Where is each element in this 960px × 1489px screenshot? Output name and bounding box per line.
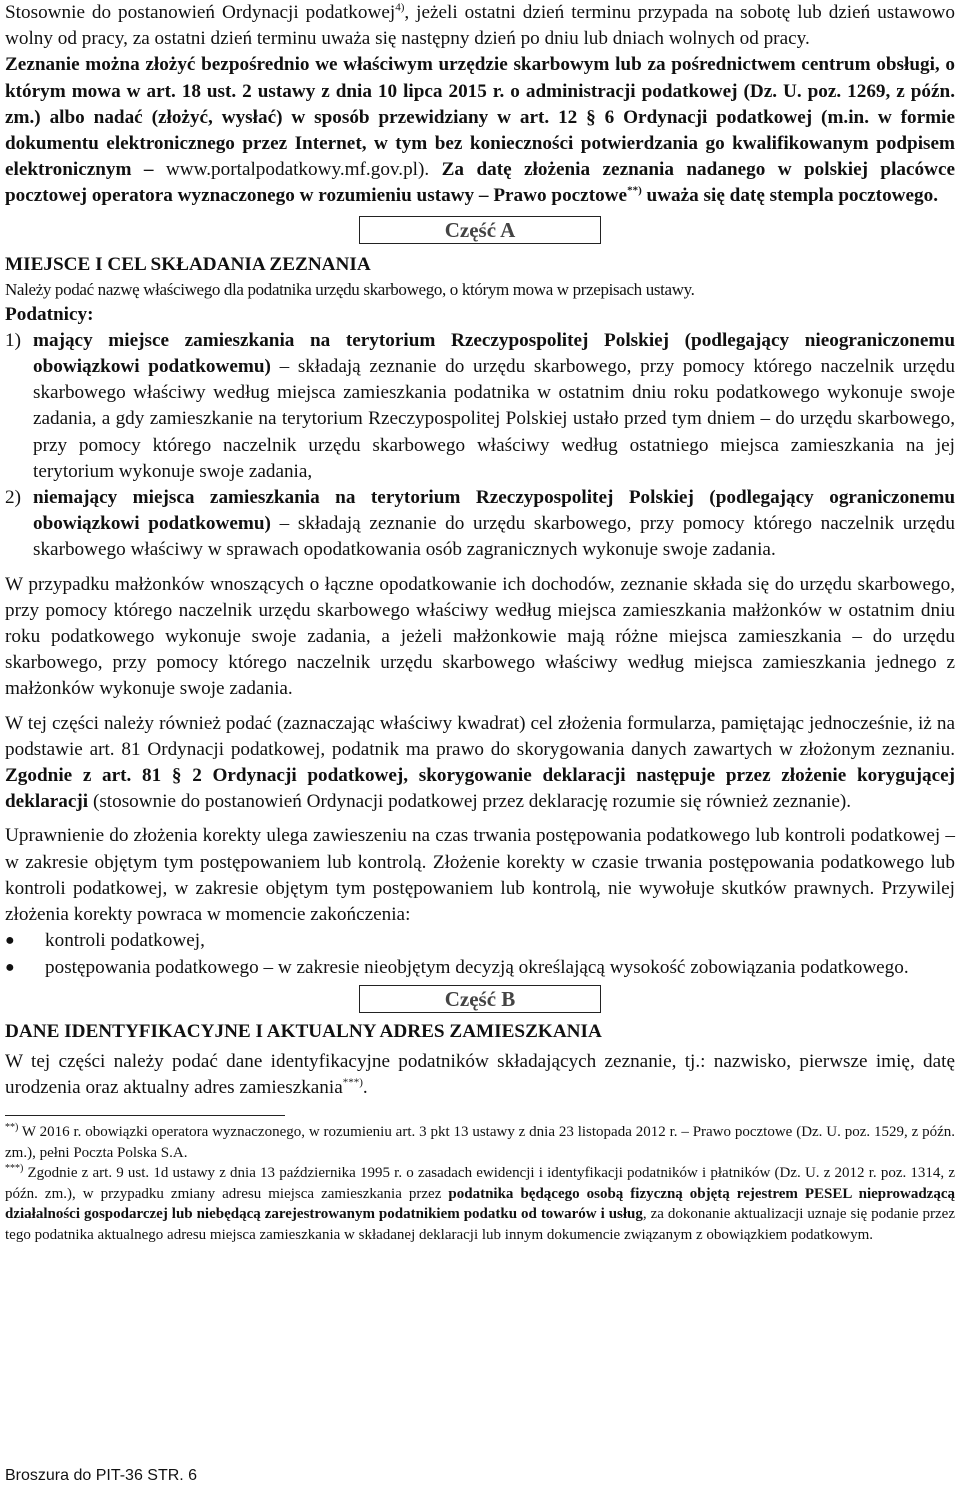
part-a-note: Należy podać nazwę właściwego dla podatnika urzędu skarbowego, o którym mowa w przepisach ustawy. [5,279,695,299]
portal-link-text: www.portalpodatkowy.mf.gov.pl). [153,159,430,181]
page-footer: Broszura do PIT-36 STR. 6 [5,1467,198,1484]
part-a-heading: MIEJSCE I CEL SKŁADANIA ZEZNANIA [5,253,371,275]
document-page [5,0,955,1245]
footnote-divider [5,1115,285,1116]
footnote-address-update: ***) Zgodnie z art. 9 ust. 1d ustawy z dnia 13 października 1995 r. o zasadach ewidencji i identyfikacji podatników i płatników (Dz. U. z 2012 r. poz. 1314, z późn. zm.), w przypadku zmiany adresu miejsca zamieszkania przez podatnika będącego osobą fizyczną objętą rejestrem PESEL nieprowadzącą działalności gospodarczej lub niebędącą zarejestrowanym podatnikiem podatku od towarów i usług, za dokonanie aktualizacji uznaje się podanie przez tego podatnika aktualnego adresu miejsca zamieszkania w składanej deklaracji lub innym dokumencie związanym z obowiązkiem podatkowym. [5,1163,955,1243]
list-item-residents: 1) mający miejsce zamieszkania na terytorium Rzeczypospolitej Polskiej (podlegający nieograniczonemu obowiązkowi podatkowemu) – składają zeznanie do urzędu skarbowego, przy pomocy którego naczelnik urzędu skarbowego właściwy według miejsca zamieszkania podatnika w ostatnim dniu roku podatkowego wykonuje swoje zadania, a gdy zamieszkanie na terytorium Rzeczypospolitej Polskiej ustało przed tym dniem – do urzędu skarbowego, przy pomocy którego naczelnik urzędu skarbowego właściwy według ostatniego miejsca zamieszkania na jej terytorium wykonuje swoje zadania, [5,328,955,485]
intro-paragraph-submission: Zeznanie można złożyć bezpośrednio we właściwym urzędzie skarbowym lub za pośrednictwem centrum obsługi, o którym mowa w art. 18 ust. 2 ustawy z dnia 10 lipca 2015 r. o administracji podatkowej (Dz. U. poz. 1269, z późn. zm.) albo nadać (złożyć, wysłać) w sposób przewidziany w art. 12 § 6 Ordynacji podatkowej (m.in. w formie dokumentu elektronicznego przez Internet, w tym bez konieczności potwierdzania go kwalifikowanym podpisem elektronicznym – www.portalpodatkowy.mf.gov.pl). Za datę złożenia zeznania nadanego w polskiej placówce pocztowej operatora wyznaczonego w rozumieniu ustawy – Prawo pocztowe**) uważa się datę stempla pocztowego. [5,54,955,207]
purpose-paragraph: W tej części należy również podać (zaznaczając właściwy kwadrat) cel złożenia formularza, pamiętając jednocześnie, iż na podstawie art. 81 Ordynacji podatkowej, podatnik ma prawo do skorygowania danych zawartych w złożonym zeznaniu. Zgodnie z art. 81 § 2 Ordynacji podatkowej, skorygowanie deklaracji następuje przez złożenie korygującej deklaracji (stosownie do postanowień Ordynacji podatkowej przez deklarację rozumie się również zeznanie). [5,712,955,813]
part-b-paragraph: W tej części należy podać dane identyfikacyjne podatników składających zeznanie, tj.: nazwisko, pierwsze imię, datę urodzenia oraz aktualny adres zamieszkania***). [5,1050,955,1098]
intro-paragraph-deadline: Stosownie do postanowień Ordynacji podatkowej$^{4)}$, jeżeli ostatni dzień terminu przypada na sobotę lub dzień ustawowo wolny od pracy, za ostatni dzień terminu uważa się następny dzień po dniu lub dniach wolnych od pracy. [5,1,955,50]
spouses-paragraph: W przypadku małżonków wnoszących o łączne opodatkowanie ich dochodów, zeznanie składa się do urzędu skarbowego, przy pomocy którego naczelnik urzędu skarbowego właściwy według miejsca zamieszkania małżonków w ostatnim dniu roku podatkowego wykonuje swoje zadania, a jeżeli małżonkowie mają różne miejsca zamieszkania – do urzędu skarbowego, przy pomocy którego naczelnik urzędu skarbowego właściwy według miejsca zamieszkania jednego z małżonków wykonuje swoje zadania. [5,573,955,700]
footnote-ref-3star: ***) [342,1076,363,1089]
taxpayers-label: Podatnicy: [5,303,94,325]
bullet-icon: ● [5,958,15,976]
footnote-postal-operator: **) W 2016 r. obowiązki operatora wyznaczonego, w rozumieniu art. 3 pkt 13 ustawy z dnia 23 listopada 2012 r. – Prawo pocztowe (Dz. U. poz. 1529, z późn. zm.), pełni Poczta Polska S.A. [5,1122,955,1161]
part-a-box: Część A [359,216,601,244]
suspension-paragraph: Uprawnienie do złożenia korekty ulega zawieszeniu na czas trwania postępowania podatkowego lub kontroli podatkowej – w zakresie objętym tym postępowaniem lub kontrolą. Złożenie korekty w czasie trwania postępowania podatkowego lub kontroli podatkowej, w zakresie objętym tym postępowaniem lub kontrolą, nie wywołuje skutków prawnych. Przywilej złożenia korekty powraca w momencie zakończenia: [5,825,955,926]
footnote-ref-4: 4) [395,1,405,14]
bullet-item: ● postępowania podatkowego – w zakresie nieobjętym decyzją określającą wysokość zobowiązania podatkowego. [5,955,955,981]
list-number: 1) [5,329,21,351]
bullet-icon: ● [5,932,15,950]
bullet-item: ● kontroli podatkowej, [5,928,955,954]
list-item-nonresidents: 2) niemający miejsca zamieszkania na terytorium Rzeczypospolitej Polskiej (podlegający ograniczonemu obowiązkowi podatkowemu) – składają zeznanie do urzędu skarbowego, przy pomocy którego naczelnik urzędu skarbowego właściwy w sprawach opodatkowania osób zagranicznych wykonuje swoje zadania. [5,485,955,564]
part-b-heading: DANE IDENTYFIKACYJNE I AKTUALNY ADRES ZAMIESZKANIA [5,1020,602,1042]
footnote-ref-2star: **) [627,185,642,198]
part-b-box: Część B [359,985,601,1013]
list-number: 2) [5,487,21,509]
